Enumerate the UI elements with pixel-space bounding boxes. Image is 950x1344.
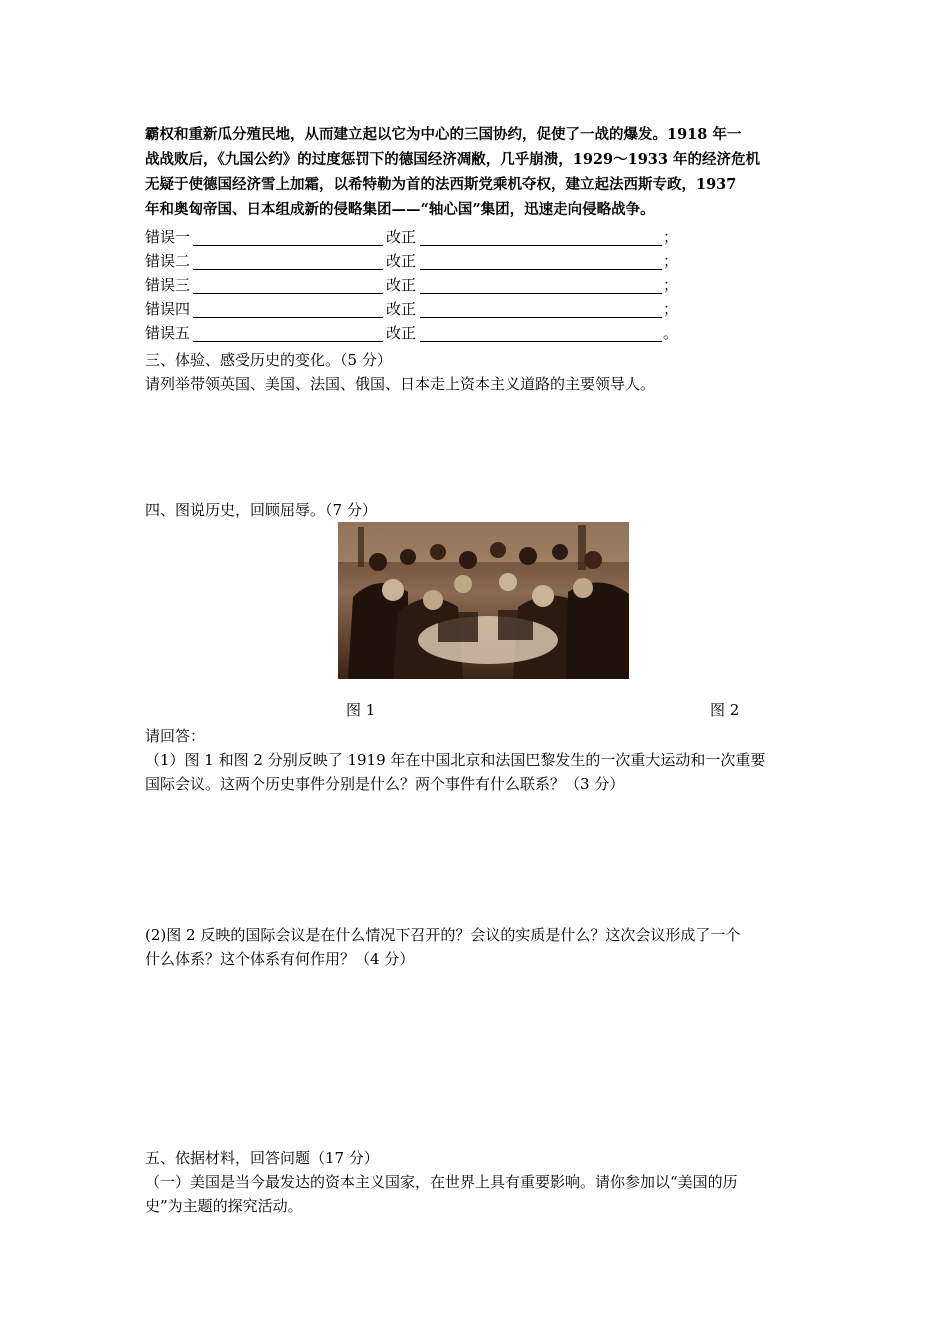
question-1-line: （1）图 1 和图 2 分别反映了 1919 年在中国北京和法国巴黎发生的一次重大运动和一次重要 [145,751,766,769]
section5-title: 五、依据材料，回答问题（17 分） [145,1149,379,1167]
correction-blank[interactable] [420,293,662,294]
section4-title: 四、图说历史，回顾屈辱。（7 分） [145,501,377,519]
passage [145,122,810,222]
error-blank[interactable] [193,245,383,246]
correction-label: 改正 [386,276,417,294]
error-blank[interactable] [193,269,383,270]
figure2-caption: 图 2 [710,701,740,719]
answer-prompt: 请回答： [145,727,206,745]
error-blank[interactable] [193,317,383,318]
row-end-punct: 。 [663,324,679,342]
error-label: 错误五 [145,324,191,342]
correction-blank[interactable] [420,245,662,246]
question-2-line: (2)图 2 反映的国际会议是在什么情况下召开的？会议的实质是什么？这次会议形成了一个 [145,926,741,944]
passage-line: 霸权和重新瓜分殖民地，从而建立起以它为中心的三国协约，促使了一战的爆发。1918 年一 [145,126,742,143]
correction-label: 改正 [386,324,417,342]
passage-line: 年和奥匈帝国、日本组成新的侵略集团——“轴心国”集团，迅速走向侵略战争。 [145,201,655,218]
error-label: 错误一 [145,228,191,246]
row-end-punct: ； [663,300,679,318]
error-label: 错误四 [145,300,191,318]
section3-title: 三、体验、感受历史的变化。（5 分） [145,351,392,369]
question-1-line: 国际会议。这两个历史事件分别是什么？两个事件有什么联系？（3 分） [145,775,625,793]
correction-blank[interactable] [420,341,662,342]
section3-question: 请列举带领英国、美国、法国、俄国、日本走上资本主义道路的主要领导人。 [145,375,656,393]
error-label: 错误二 [145,252,191,270]
question-2-line: 什么体系？这个体系有何作用？（4 分） [145,950,415,968]
error-blank[interactable] [193,293,383,294]
correction-label: 改正 [386,252,417,270]
row-end-punct: ； [663,252,679,270]
row-end-punct: ； [663,276,679,294]
figure1-caption: 图 1 [346,701,376,719]
error-blank[interactable] [193,341,383,342]
error-label: 错误三 [145,276,191,294]
correction-blank[interactable] [420,269,662,270]
section5-line: 史”为主题的探究活动。 [145,1197,303,1215]
section5-line: （一）美国是当今最发达的资本主义国家，在世界上具有重要影响。请你参加以“美国的历 [145,1173,738,1191]
correction-blank[interactable] [420,317,662,318]
correction-label: 改正 [386,228,417,246]
row-end-punct: ； [663,228,679,246]
passage-line: 无疑于使德国经济雪上加霜，以希特勒为首的法西斯党乘机夺权，建立起法西斯专政，1937 [145,176,737,193]
correction-label: 改正 [386,300,417,318]
conference-photo [338,522,629,679]
passage-line: 战战败后，《九国公约》的过度惩罚下的德国经济凋敝，几乎崩溃，1929～1933 年的经济危机 [145,151,761,168]
